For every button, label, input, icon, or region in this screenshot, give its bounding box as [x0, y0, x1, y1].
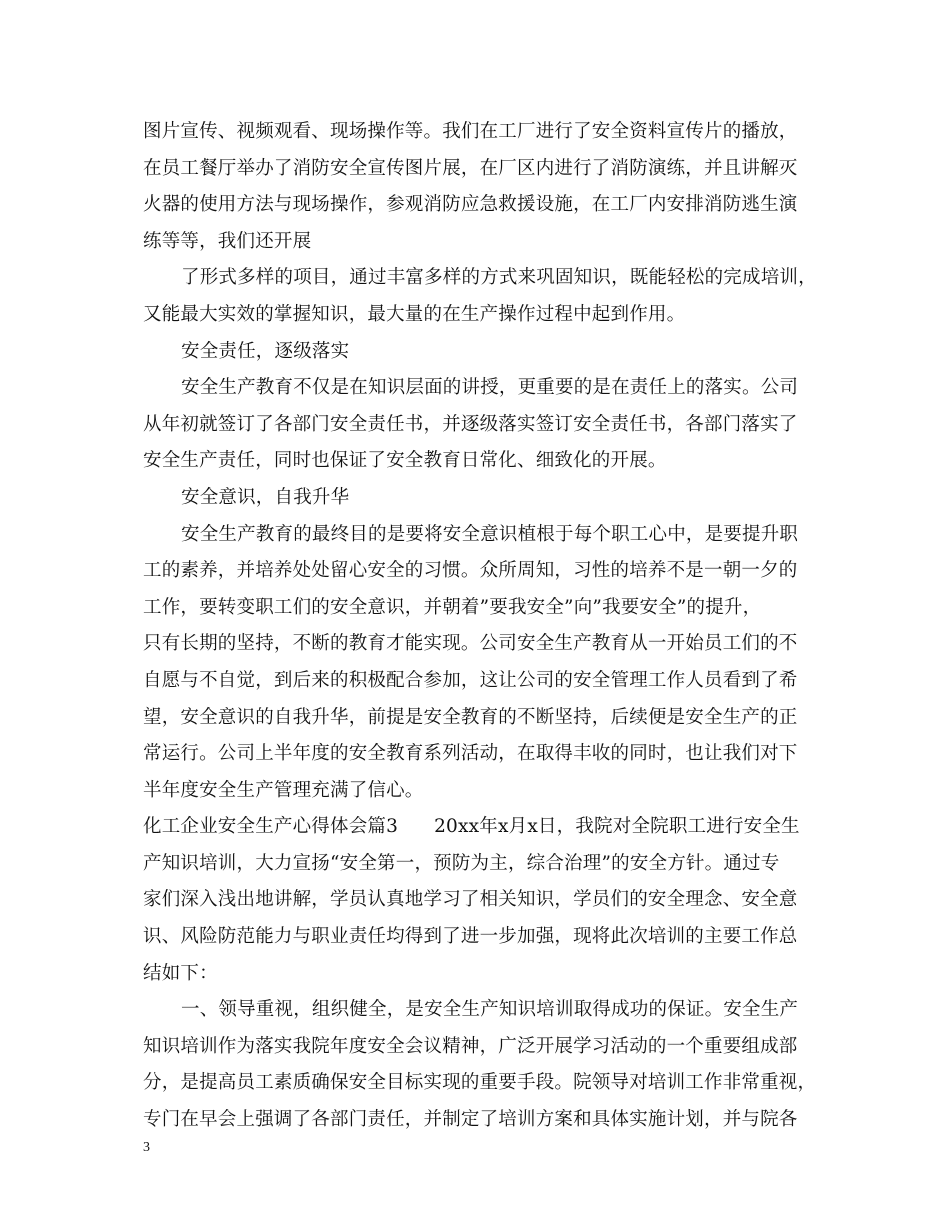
- section-title-line: [143, 809, 843, 846]
- text-line: 只有长期的坚持，不断的教育才能实现。公司安全生产教育从一开始员工们的不: [143, 633, 798, 655]
- text-line: 专门在早会上强调了各部门责任，并制定了培训方案和具体实施计划，并与院各: [143, 1109, 798, 1131]
- text-line: 半年度安全生产管理充满了信心。: [143, 779, 424, 801]
- text-line: 从年初就签订了各部门安全责任书，并逐级落实签订安全责任书，各部门落实了: [143, 413, 798, 435]
- text-line: 安全生产教育的最终目的是要将安全意识植根于每个职工心中，是要提升职: [181, 523, 799, 545]
- text-line: 分，是提高员工素质确保安全目标实现的重要手段。院领导对培训工作非常重视，: [143, 1072, 817, 1094]
- text-line: 了形式多样的项目，通过丰富多样的方式来巩固知识，既能轻松的完成培训，: [181, 267, 817, 289]
- text-line: 图片宣传、视频观看、现场操作等。我们在工厂进行了安全资料宣传片的播放，: [143, 121, 798, 142]
- text-line: 识、风险防范能力与职业责任均得到了进一步加强，现将此次培训的主要工作总: [143, 926, 798, 948]
- text-line: 产知识培训，大力宣扬“安全第一，预防为主，综合治理”的安全方针。通过专: [143, 852, 780, 874]
- text-line: 又能最大实效的掌握知识，最大量的在生产操作过程中起到作用。: [143, 303, 686, 325]
- text-line: 常运行。公司上半年度的安全教育系列活动，在取得丰收的同时，也让我们对下: [143, 743, 798, 765]
- subheading-awareness: 安全意识，自我升华: [181, 486, 350, 508]
- text-line: 自愿与不自觉，到后来的积极配合参加，这让公司的安全管理工作人员看到了希: [143, 669, 798, 691]
- section-heading: 化工企业安全生产心得体会篇3: [143, 816, 399, 838]
- body-text: [143, 114, 843, 1139]
- text-line: 安全生产教育不仅是在知识层面的讲授，更重要的是在责任上的落实。公司: [181, 377, 799, 399]
- text-line: 练等等，我们还开展: [143, 230, 312, 252]
- text-line: 火器的使用方法与现场操作，参观消防应急救援设施，在工厂内安排消防逃生演: [143, 194, 798, 216]
- text-line: 工作，要转变职工们的安全意识，并朝着”要我安全”向”我要安全”的提升，: [143, 596, 762, 618]
- subheading-responsibility: 安全责任，逐级落实: [181, 340, 350, 362]
- text-line: 望，安全意识的自我升华，前提是安全教育的不断坚持，后续便是安全生产的正: [143, 706, 798, 728]
- section-intro: 20xx年x月x日，我院对全院职工进行安全生: [434, 816, 800, 838]
- text-line: 一、领导重视，组织健全，是安全生产知识培训取得成功的保证。安全生产: [181, 999, 799, 1021]
- text-line: 安全生产责任，同时也保证了安全教育日常化、细致化的开展。: [143, 450, 667, 472]
- page-number: 3: [143, 1140, 150, 1155]
- text-line: 家们深入浅出地讲解，学员认真地学习了相关知识，学员们的安全理念、安全意: [143, 889, 798, 911]
- text-line: 结如下：: [143, 962, 218, 984]
- text-line: 工的素养，并培养处处留心安全的习惯。众所周知，习性的培养不是一朝一夕的: [143, 560, 798, 582]
- text-line: 在员工餐厅举办了消防安全宣传图片展，在厂区内进行了消防演练，并且讲解灭: [143, 157, 798, 179]
- text-line: 知识培训作为落实我院年度安全会议精神，广泛开展学习活动的一个重要组成部: [143, 1035, 798, 1057]
